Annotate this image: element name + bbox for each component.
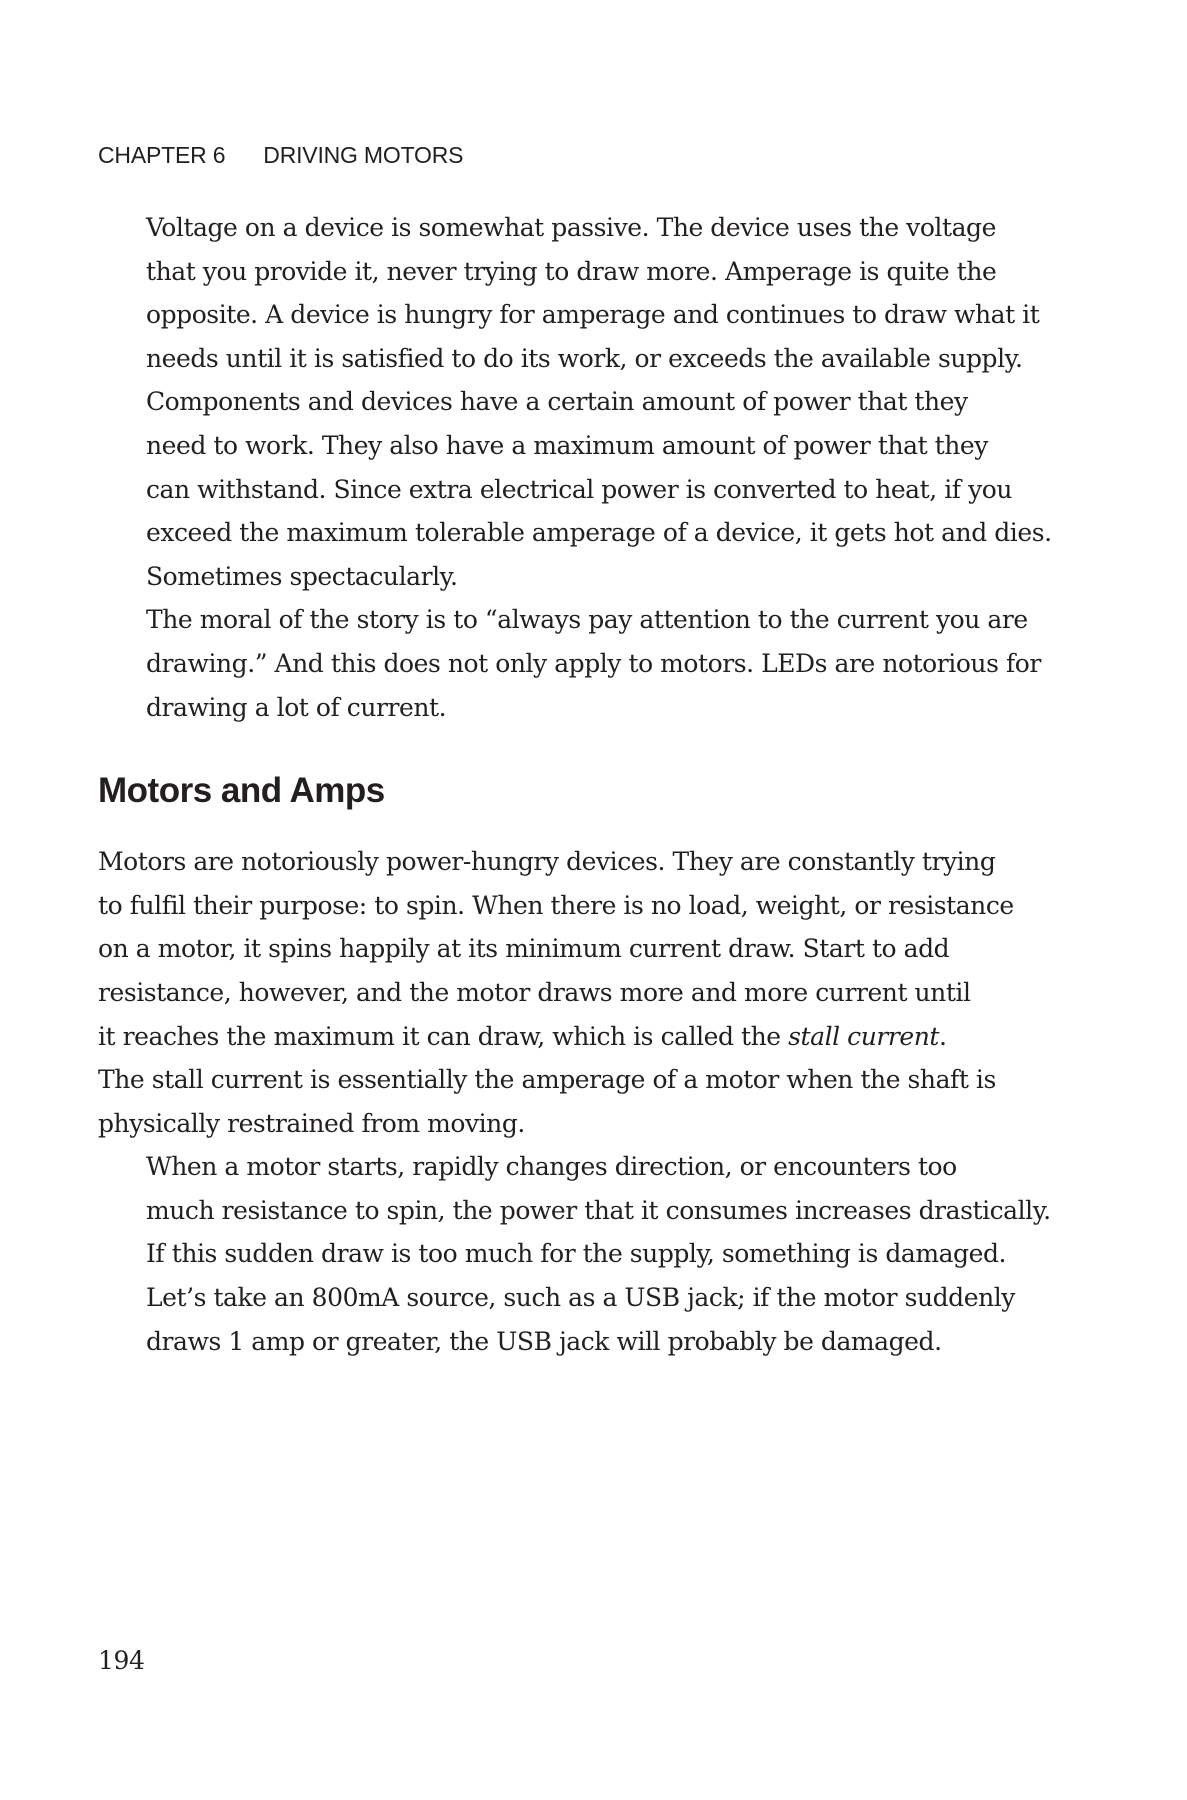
text-run: it reaches the maximum it can draw, which is called the bbox=[98, 1021, 789, 1051]
text-line: The moral of the story is to “always pay attention to the current you are bbox=[146, 605, 1028, 635]
text-line: Sometimes spectacularly. bbox=[146, 561, 458, 591]
text-line: The stall current is essentially the amperage of a motor when the shaft is bbox=[98, 1065, 996, 1095]
text-run: . bbox=[938, 1021, 947, 1051]
text-line bbox=[98, 1015, 1058, 1059]
text-line: much resistance to spin, the power that it consumes increases drastically. bbox=[146, 1195, 1051, 1225]
paragraph-motors bbox=[98, 840, 1058, 1145]
text-line: opposite. A device is hungry for amperage and continues to draw what it bbox=[146, 300, 1040, 330]
paragraph-motor-starts bbox=[98, 1145, 1058, 1363]
text-line: exceed the maximum tolerable amperage of a device, it gets hot and dies. bbox=[146, 518, 1052, 548]
chapter-title: DRIVING MOTORS bbox=[263, 142, 464, 168]
text-line: When a motor starts, rapidly changes direction, or encounters too bbox=[146, 1152, 957, 1182]
text-line: draws 1 amp or greater, the USB jack will probably be damaged. bbox=[146, 1326, 942, 1356]
paragraph-moral bbox=[98, 598, 1058, 729]
stall-current-term: stall current bbox=[788, 1021, 939, 1051]
paragraph-voltage bbox=[98, 206, 1058, 380]
text-line: Let’s take an 800mA source, such as a USB jack; if the motor suddenly bbox=[146, 1283, 1015, 1313]
page-number: 194 bbox=[98, 1646, 145, 1675]
text-line: Motors are notoriously power-hungry devices. They are constantly trying bbox=[98, 847, 996, 877]
text-line: to fulfil their purpose: to spin. When there is no load, weight, or resistance bbox=[98, 890, 1014, 920]
text-line: drawing a lot of current. bbox=[146, 692, 447, 722]
text-line: that you provide it, never trying to draw more. Amperage is quite the bbox=[146, 256, 997, 286]
running-head bbox=[98, 142, 463, 169]
paragraph-components bbox=[98, 380, 1058, 598]
chapter-label: CHAPTER 6 bbox=[98, 142, 226, 168]
text-line: resistance, however, and the motor draws more and more current until bbox=[98, 977, 971, 1007]
text-line: on a motor, it spins happily at its minimum current draw. Start to add bbox=[98, 934, 950, 964]
text-line: Voltage on a device is somewhat passive. The device uses the voltage bbox=[146, 213, 996, 242]
text-line: If this sudden draw is too much for the supply, something is damaged. bbox=[146, 1239, 1006, 1269]
section-heading: Motors and Amps bbox=[98, 771, 385, 811]
page-body bbox=[98, 206, 1058, 1363]
text-line: need to work. They also have a maximum amount of power that they bbox=[146, 430, 988, 460]
text-line: needs until it is satisfied to do its work, or exceeds the available supply. bbox=[146, 343, 1023, 373]
text-line: drawing.” And this does not only apply to motors. LEDs are notorious for bbox=[146, 648, 1041, 678]
text-line: physically restrained from moving. bbox=[98, 1108, 525, 1138]
text-line: can withstand. Since extra electrical power is converted to heat, if you bbox=[146, 474, 1013, 504]
text-line: Components and devices have a certain amount of power that they bbox=[146, 387, 968, 417]
